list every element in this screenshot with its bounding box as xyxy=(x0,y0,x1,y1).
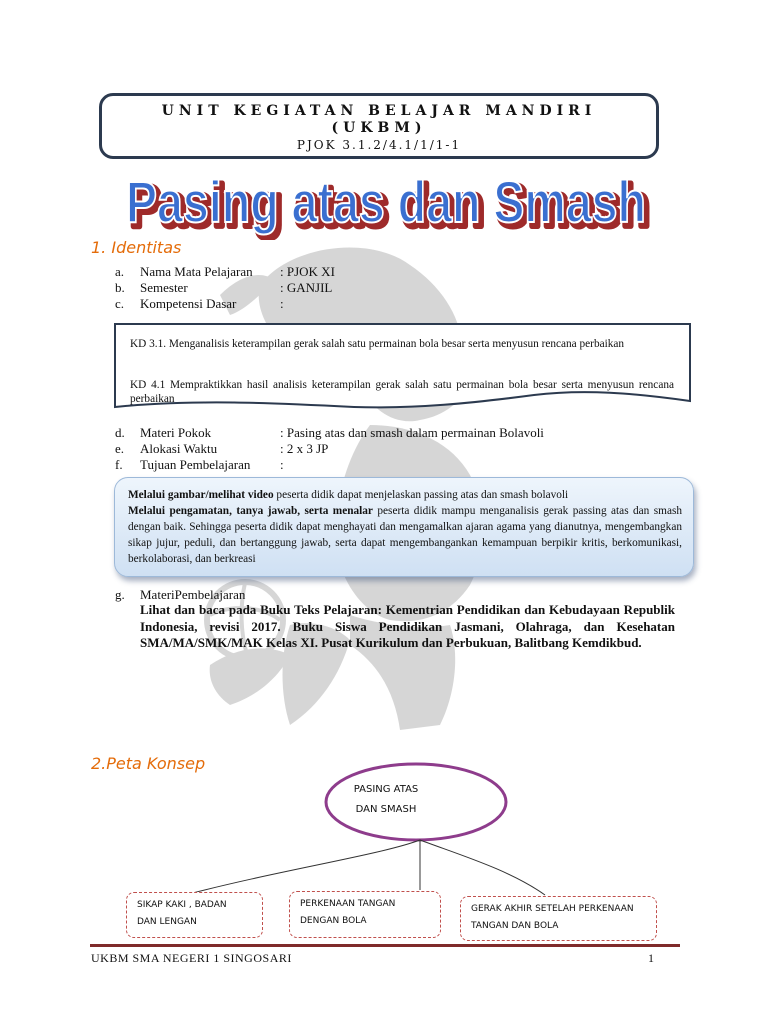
concept-center-line2: DAN SMASH xyxy=(355,804,417,815)
item-letter: c. xyxy=(115,296,125,311)
header-code: PJOK 3.1.2/4.1/1/1-1 xyxy=(296,138,462,152)
header-subtitle: (UKBM) xyxy=(331,120,427,136)
main-title-text: Pasing atas dan Smash xyxy=(126,170,646,235)
identitas-item-f xyxy=(115,457,675,472)
section-identitas-heading: 1. Identitas xyxy=(91,238,182,257)
item-letter: g. xyxy=(115,587,125,602)
item-letter: a. xyxy=(115,264,125,279)
concept-center-label xyxy=(330,780,442,820)
item-label: MateriPembelajaran xyxy=(140,587,246,602)
tujuan-bold-2: Melalui pengamatan, tanya jawab, serta menalar xyxy=(128,505,373,517)
identitas-item-b xyxy=(115,280,515,295)
item-value: : 2 x 3 JP xyxy=(280,441,329,456)
tujuan-text-1: peserta didik dapat menjelaskan passing atas dan smash bolavoli xyxy=(273,489,569,501)
item-value: : xyxy=(280,457,284,472)
item-label: Semester xyxy=(140,280,188,295)
item-label: Nama Mata Pelajaran xyxy=(140,264,253,279)
section-peta-konsep-heading: 2.Peta Konsep xyxy=(91,754,206,773)
header-box xyxy=(99,93,659,159)
materi-pembelajaran-text: Lihat dan baca pada Buku Teks Pelajaran: Kementrian Pendidikan dan Kebudayaan Republik Indonesia, revisi 2017. Buku Siswa Pendidikan Jasmani, Olahraga, dan Kesehatan SMA/MA/SMK/MAK Kelas XI. Pusat Kurikulum dan Perbukuan, Balitbang Kemdikbud. xyxy=(140,602,675,650)
concept-box-perkenaan xyxy=(289,891,441,938)
kd-41-text: KD 4.1 Mempraktikkan hasil analisis keterampilan gerak salah satu permainan bola besar serta menyusun rencana perbaikan xyxy=(130,379,674,405)
main-title-shadow: Pasing atas dan Smash xyxy=(130,174,650,239)
header-title: UNIT KEGIATAN BELAJAR MANDIRI xyxy=(161,103,597,119)
item-label: Materi Pokok xyxy=(140,425,212,440)
main-title xyxy=(108,170,668,240)
identitas-item-g xyxy=(115,587,515,602)
identitas-item-a xyxy=(115,264,515,279)
kd-31-text: KD 3.1. Menganalisis keterampilan gerak salah satu permainan bola besar serta menyusun rencana perbaikan xyxy=(130,338,625,350)
tujuan-bold-1: Melalui gambar/melihat video xyxy=(128,489,274,501)
concept-box-line2: TANGAN DAN BOLA xyxy=(471,921,559,931)
concept-center-line1: PASING ATAS xyxy=(353,784,419,795)
identitas-item-d xyxy=(115,425,675,440)
footer-school: UKBM SMA NEGERI 1 SINGOSARI xyxy=(91,951,292,965)
concept-box-line1: GERAK AKHIR SETELAH PERKENAAN xyxy=(471,904,634,914)
concept-box-sikap xyxy=(126,892,263,938)
concept-box-line1: PERKENAAN TANGAN xyxy=(300,899,396,909)
item-value: : xyxy=(280,296,284,311)
item-value: : GANJIL xyxy=(280,280,333,295)
tujuan-pembelajaran-text xyxy=(128,487,682,567)
concept-box-line2: DAN LENGAN xyxy=(137,917,197,927)
footer-page-number: 1 xyxy=(648,951,655,965)
item-label: Alokasi Waktu xyxy=(140,441,218,456)
concept-box-gerak-akhir xyxy=(460,896,657,941)
concept-box-line2: DENGAN BOLA xyxy=(300,916,367,926)
item-letter: d. xyxy=(115,425,125,440)
item-value: : PJOK XI xyxy=(280,264,335,279)
tujuan-pembelajaran-box xyxy=(114,477,694,577)
concept-box-line1: SIKAP KAKI , BADAN xyxy=(137,900,227,910)
item-value: : Pasing atas dan smash dalam permainan Bolavoli xyxy=(280,425,544,440)
item-letter: b. xyxy=(115,280,125,295)
identitas-item-c xyxy=(115,296,515,311)
item-letter: e. xyxy=(115,441,125,456)
identitas-item-e xyxy=(115,441,675,456)
footer-rule xyxy=(90,944,680,947)
item-letter: f. xyxy=(115,457,123,472)
item-label: Kompetensi Dasar xyxy=(140,296,237,311)
tujuan-text-2: peserta didik mampu menganalisis gerak passing atas dan smash dengan baik. Sehingga peserta didik dapat menghayati dan mengamalkan ajaran agama yang dianutnya, mengembangkan sikap jujur, peduli, dan bertanggung jawab, serta dapat mengembangankan kemampuan berpikir kritis, berkomunikasi, berkolaborasi, dan berkreasi xyxy=(128,505,683,565)
item-label: Tujuan Pembelajaran xyxy=(140,457,251,472)
